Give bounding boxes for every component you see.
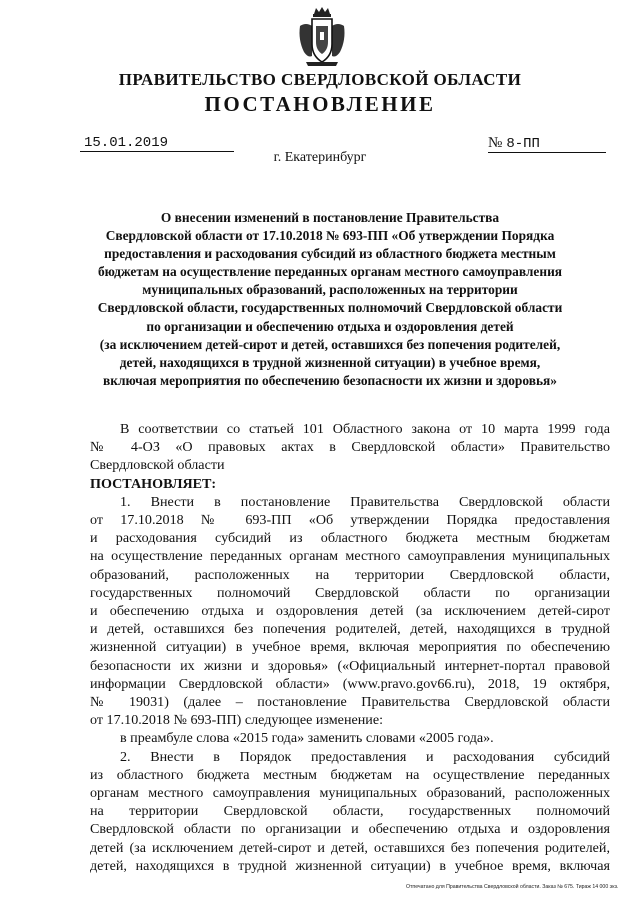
title-line: включая мероприятия по обеспечению безопасности их жизни и здоровья» xyxy=(103,372,557,388)
title-line: предоставления и расходования субсидий из областного бюджета местным xyxy=(104,246,556,262)
title-line: по организации и обеспечению отдыха и оздоровления детей xyxy=(146,318,514,334)
body-line: на осуществление переданных органам местного самоуправления муниципальных xyxy=(90,548,610,565)
document-title xyxy=(60,209,600,390)
body-line: на территории Свердловской области, государственных полномочий xyxy=(90,803,610,820)
document-type: ПОСТАНОВЛЕНИЕ xyxy=(204,92,436,116)
body-line: 2. Внести в Порядок предоставления и расходования субсидий xyxy=(120,748,610,765)
title-line: детей, находящихся в трудной жизненной ситуации) в учебное время, xyxy=(119,354,541,370)
city: г. Екатеринбург xyxy=(273,150,367,165)
number-sign: № xyxy=(488,135,503,151)
body-line: в преамбуле слова «2015 года» заменить словами «2005 года». xyxy=(120,730,494,747)
body-line: и обеспечению отдыха и оздоровления детей (за исключением детей-сирот xyxy=(90,603,610,620)
title-line: бюджетам на осуществление переданных органам местного самоуправления xyxy=(97,264,563,280)
body-line: информации Свердловской области» (www.pravo.gov66.ru), 2018, 19 октября, xyxy=(90,675,610,692)
document-date: 15.01.2019 xyxy=(80,135,234,152)
document-body xyxy=(90,420,610,875)
body-line: жизненной ситуации) в учебное время, включая мероприятия по обеспечению xyxy=(90,639,610,656)
body-line: 1. Внести в постановление Правительства Свердловской области xyxy=(120,493,610,510)
title-line: О внесении изменений в постановление Правительства xyxy=(160,210,500,225)
body-line: детей, находящихся в трудной жизненной ситуации) в учебное время, включая xyxy=(90,857,610,874)
body-line: В соответствии со статьей 101 Областного закона от 10 марта 1999 года xyxy=(120,421,610,437)
body-line: детей (за исключением детей-сирот и детей, оставшихся без попечения родителей, xyxy=(90,839,610,856)
body-line: государственных полномочий Свердловской области по организации xyxy=(90,584,610,601)
body-line: и расходования субсидий из областного бюджета местным бюджетам xyxy=(90,530,610,547)
body-line: Свердловской области по организации и обеспечению отдыха и оздоровления xyxy=(90,821,610,838)
body-line: № 19031) (далее – постановление Правительства Свердловской области xyxy=(90,694,610,711)
body-line: образований, расположенных на территории Свердловской области, xyxy=(90,566,610,583)
body-line: № 4-ОЗ «О правовых актах в Свердловской области» Правительство xyxy=(90,439,610,456)
body-line: и детей, оставшихся без попечения родителей, детей, находящихся в трудной xyxy=(90,621,610,638)
coat-of-arms-emblem-icon xyxy=(296,6,348,70)
body-line: ПОСТАНОВЛЯЕТ: xyxy=(90,475,217,492)
body-line: безопасности их жизни и здоровья» («Официальный интернет-портал правовой xyxy=(90,657,610,674)
body-line: из областного бюджета местным бюджетам на осуществление переданных xyxy=(90,766,610,783)
title-line: муниципальных образований, расположенных на территории xyxy=(142,282,518,298)
body-line: Свердловской области xyxy=(90,457,225,474)
print-footer: Отпечатано для Правительства Свердловской области. Заказ № 675. Тираж 14 000 экз. xyxy=(406,884,619,890)
body-line: от 17.10.2018 № 693-ПП) следующее изменение: xyxy=(90,712,383,729)
body-line: от 17.10.2018 № 693-ПП «Об утверждении Порядка предоставления xyxy=(90,512,610,529)
body-line: органам местного самоуправления муниципальных образований, расположенных xyxy=(90,785,610,802)
government-name: ПРАВИТЕЛЬСТВО СВЕРДЛОВСКОЙ ОБЛАСТИ xyxy=(118,70,522,89)
title-line: (за исключением детей-сирот и детей, оставшихся без попечения родителей, xyxy=(99,336,561,352)
title-line: Свердловской области от 17.10.2018 № 693-ПП «Об утверждении Порядка xyxy=(105,228,555,244)
number-value: 8-ПП xyxy=(506,136,540,152)
title-line: Свердловской области, государственных полномочий Свердловской области xyxy=(97,300,563,316)
